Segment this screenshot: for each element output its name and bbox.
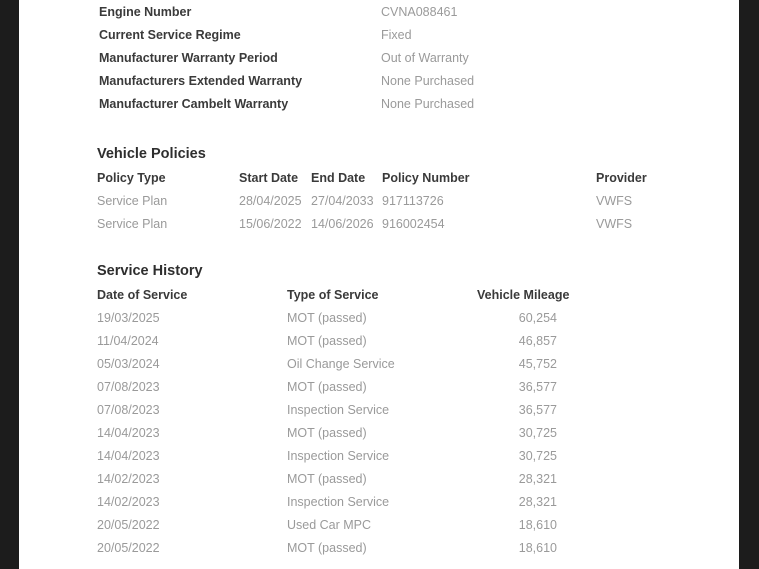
- policy-start-date: 28/04/2025: [239, 194, 302, 208]
- detail-label: Engine Number: [99, 5, 192, 19]
- column-header: Start Date: [239, 171, 299, 185]
- service-type: Inspection Service: [287, 449, 390, 463]
- service-date: 19/03/2025: [97, 311, 160, 325]
- policy-end-date: 27/04/2033: [311, 194, 374, 208]
- service-type: Used Car MPC: [287, 518, 372, 532]
- column-header: Policy Number: [382, 171, 470, 185]
- column-header: Date of Service: [97, 288, 188, 302]
- service-mileage: 60,254: [518, 311, 557, 325]
- detail-label: Manufacturer Cambelt Warranty: [99, 97, 289, 111]
- service-type: Inspection Service: [287, 495, 390, 509]
- policy-provider: VWFS: [596, 194, 633, 208]
- service-date: 20/05/2022: [97, 541, 160, 555]
- service-date: 05/03/2024: [97, 357, 160, 371]
- service-date: 07/08/2023: [97, 403, 160, 417]
- service-type: Oil Change Service: [287, 357, 395, 371]
- service-mileage: 18,610: [518, 518, 557, 532]
- service-mileage: 30,725: [518, 426, 557, 440]
- detail-value: Out of Warranty: [381, 51, 469, 65]
- column-header: End Date: [311, 171, 366, 185]
- service-date: 20/05/2022: [97, 518, 160, 532]
- policy-start-date: 15/06/2022: [239, 217, 302, 231]
- service-type: MOT (passed): [287, 472, 367, 486]
- service-mileage: 46,857: [518, 334, 557, 348]
- policy-type: Service Plan: [97, 217, 168, 231]
- service-type: MOT (passed): [287, 311, 367, 325]
- column-header: Provider: [596, 171, 647, 185]
- service-date: 14/02/2023: [97, 495, 160, 509]
- service-mileage: 28,321: [518, 495, 557, 509]
- detail-value: None Purchased: [381, 97, 475, 111]
- section-title: Vehicle Policies: [97, 146, 206, 162]
- service-date: 11/04/2024: [97, 334, 159, 348]
- column-header: Policy Type: [97, 171, 166, 185]
- service-mileage: 36,577: [518, 380, 557, 394]
- detail-label: Manufacturers Extended Warranty: [99, 74, 303, 88]
- service-date: 14/02/2023: [97, 472, 160, 486]
- service-type: Inspection Service: [287, 403, 390, 417]
- column-header: Vehicle Mileage: [477, 288, 570, 302]
- column-header: Type of Service: [287, 288, 379, 302]
- policy-number: 916002454: [382, 217, 445, 231]
- detail-value: CVNA088461: [381, 5, 458, 19]
- detail-label: Manufacturer Warranty Period: [99, 51, 278, 65]
- service-type: MOT (passed): [287, 380, 367, 394]
- service-mileage: 28,321: [518, 472, 557, 486]
- detail-label: Current Service Regime: [99, 28, 241, 42]
- section-title: Service History: [97, 263, 203, 279]
- service-mileage: 18,610: [518, 541, 557, 555]
- detail-value: None Purchased: [381, 74, 475, 88]
- policy-number: 917113726: [382, 194, 444, 208]
- service-mileage: 30,725: [518, 449, 557, 463]
- policy-provider: VWFS: [596, 217, 633, 231]
- document-page: [19, 0, 739, 569]
- service-type: MOT (passed): [287, 541, 367, 555]
- detail-value: Fixed: [381, 28, 412, 42]
- service-date: 14/04/2023: [97, 449, 160, 463]
- service-mileage: 36,577: [518, 403, 557, 417]
- service-mileage: 45,752: [518, 357, 557, 371]
- service-type: MOT (passed): [287, 334, 367, 348]
- service-date: 14/04/2023: [97, 426, 160, 440]
- service-type: MOT (passed): [287, 426, 367, 440]
- policy-type: Service Plan: [97, 194, 168, 208]
- policy-end-date: 14/06/2026: [311, 217, 374, 231]
- service-date: 07/08/2023: [97, 380, 160, 394]
